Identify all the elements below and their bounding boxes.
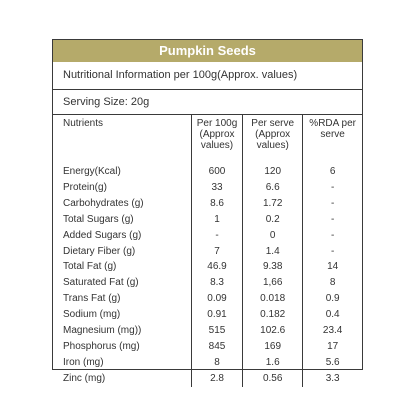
per-100g-value: 845 bbox=[191, 339, 242, 355]
per-100g-value: 2.8 bbox=[191, 371, 242, 387]
table-row bbox=[53, 339, 362, 355]
rda-value: 0.4 bbox=[303, 307, 362, 323]
per-serve-value: 1.4 bbox=[243, 244, 303, 260]
per-100g-value: - bbox=[191, 228, 242, 244]
per-100g-value: 0.91 bbox=[191, 307, 242, 323]
per-serve-value: 0.56 bbox=[243, 371, 303, 387]
per-100g-value: 33 bbox=[191, 180, 242, 196]
nutrient-name: Protein(g) bbox=[63, 181, 107, 193]
rda-value: 8 bbox=[303, 275, 362, 291]
per-serve-value: 6.6 bbox=[243, 180, 303, 196]
rda-value: 3.3 bbox=[303, 371, 362, 387]
table-row bbox=[53, 275, 362, 291]
column-header-rda: %RDA per serve bbox=[303, 115, 362, 164]
nutrition-table bbox=[53, 115, 362, 387]
per-100g-value: 8.3 bbox=[191, 275, 242, 291]
per-100g-value: 1 bbox=[191, 212, 242, 228]
per-100g-value: 515 bbox=[191, 323, 242, 339]
rda-value: 0.9 bbox=[303, 291, 362, 307]
per-serve-value: 9.38 bbox=[243, 259, 303, 275]
table-row bbox=[53, 212, 362, 228]
nutrient-name: Trans Fat (g) bbox=[63, 293, 121, 305]
per-100g-value: 8 bbox=[191, 355, 242, 371]
nutrient-name: Saturated Fat (g) bbox=[63, 277, 139, 289]
column-header-per-100g: Per 100g (Approx values) bbox=[191, 115, 242, 164]
table-row bbox=[53, 180, 362, 196]
product-title: Pumpkin Seeds bbox=[53, 40, 362, 62]
column-header-nutrients: Nutrients bbox=[63, 118, 104, 129]
table-row bbox=[53, 291, 362, 307]
table-row bbox=[53, 228, 362, 244]
per-100g-value: 0.09 bbox=[191, 291, 242, 307]
rda-value: - bbox=[303, 244, 362, 260]
serving-size: Serving Size: 20g bbox=[53, 90, 362, 115]
nutrient-name: Total Fat (g) bbox=[63, 261, 117, 273]
per-100g-value: 8.6 bbox=[191, 196, 242, 212]
per-serve-value: 0.182 bbox=[243, 307, 303, 323]
per-serve-value: 1,66 bbox=[243, 275, 303, 291]
rda-value: - bbox=[303, 196, 362, 212]
per-100g-value: 46.9 bbox=[191, 259, 242, 275]
rda-value: 23.4 bbox=[303, 323, 362, 339]
rda-value: 17 bbox=[303, 339, 362, 355]
table-row bbox=[53, 259, 362, 275]
table-row bbox=[53, 355, 362, 371]
rda-value: 6 bbox=[303, 164, 362, 180]
nutrient-name: Total Sugars (g) bbox=[63, 213, 134, 225]
nutrient-name: Magnesium (mg)) bbox=[63, 325, 142, 337]
nutrient-name: Dietary Fiber (g) bbox=[63, 245, 136, 257]
rda-value: - bbox=[303, 228, 362, 244]
nutrient-name: Sodium (mg) bbox=[63, 309, 121, 321]
rda-value: - bbox=[303, 180, 362, 196]
table-row bbox=[53, 244, 362, 260]
per-100g-value: 600 bbox=[191, 164, 242, 180]
rda-value: - bbox=[303, 212, 362, 228]
nutrient-name: Added Sugars (g) bbox=[63, 229, 142, 241]
table-row bbox=[53, 196, 362, 212]
nutrition-facts-panel bbox=[52, 39, 363, 384]
per-serve-value: 169 bbox=[243, 339, 303, 355]
nutrient-name: Phosphorus (mg) bbox=[63, 340, 140, 352]
per-serve-value: 1.6 bbox=[243, 355, 303, 371]
table-row bbox=[53, 307, 362, 323]
per-serve-value: 1.72 bbox=[243, 196, 303, 212]
per-serve-value: 102.6 bbox=[243, 323, 303, 339]
per-serve-value: 0.2 bbox=[243, 212, 303, 228]
rda-value: 14 bbox=[303, 259, 362, 275]
table-row bbox=[53, 323, 362, 339]
per-100g-value: 7 bbox=[191, 244, 242, 260]
nutrition-info-caption: Nutritional Information per 100g(Approx. values) bbox=[53, 62, 362, 90]
per-serve-value: 0.018 bbox=[243, 291, 303, 307]
column-header-per-serve: Per serve (Approx values) bbox=[243, 115, 303, 164]
table-row bbox=[53, 164, 362, 180]
per-serve-value: 120 bbox=[243, 164, 303, 180]
rda-value: 5.6 bbox=[303, 355, 362, 371]
table-row bbox=[53, 371, 362, 387]
nutrient-name: Zinc (mg) bbox=[63, 372, 106, 384]
per-serve-value: 0 bbox=[243, 228, 303, 244]
nutrient-name: Energy(Kcal) bbox=[63, 166, 121, 177]
table-header-row bbox=[53, 115, 362, 164]
nutrient-name: Iron (mg) bbox=[63, 356, 104, 368]
nutrient-name: Carbohydrates (g) bbox=[63, 197, 144, 209]
